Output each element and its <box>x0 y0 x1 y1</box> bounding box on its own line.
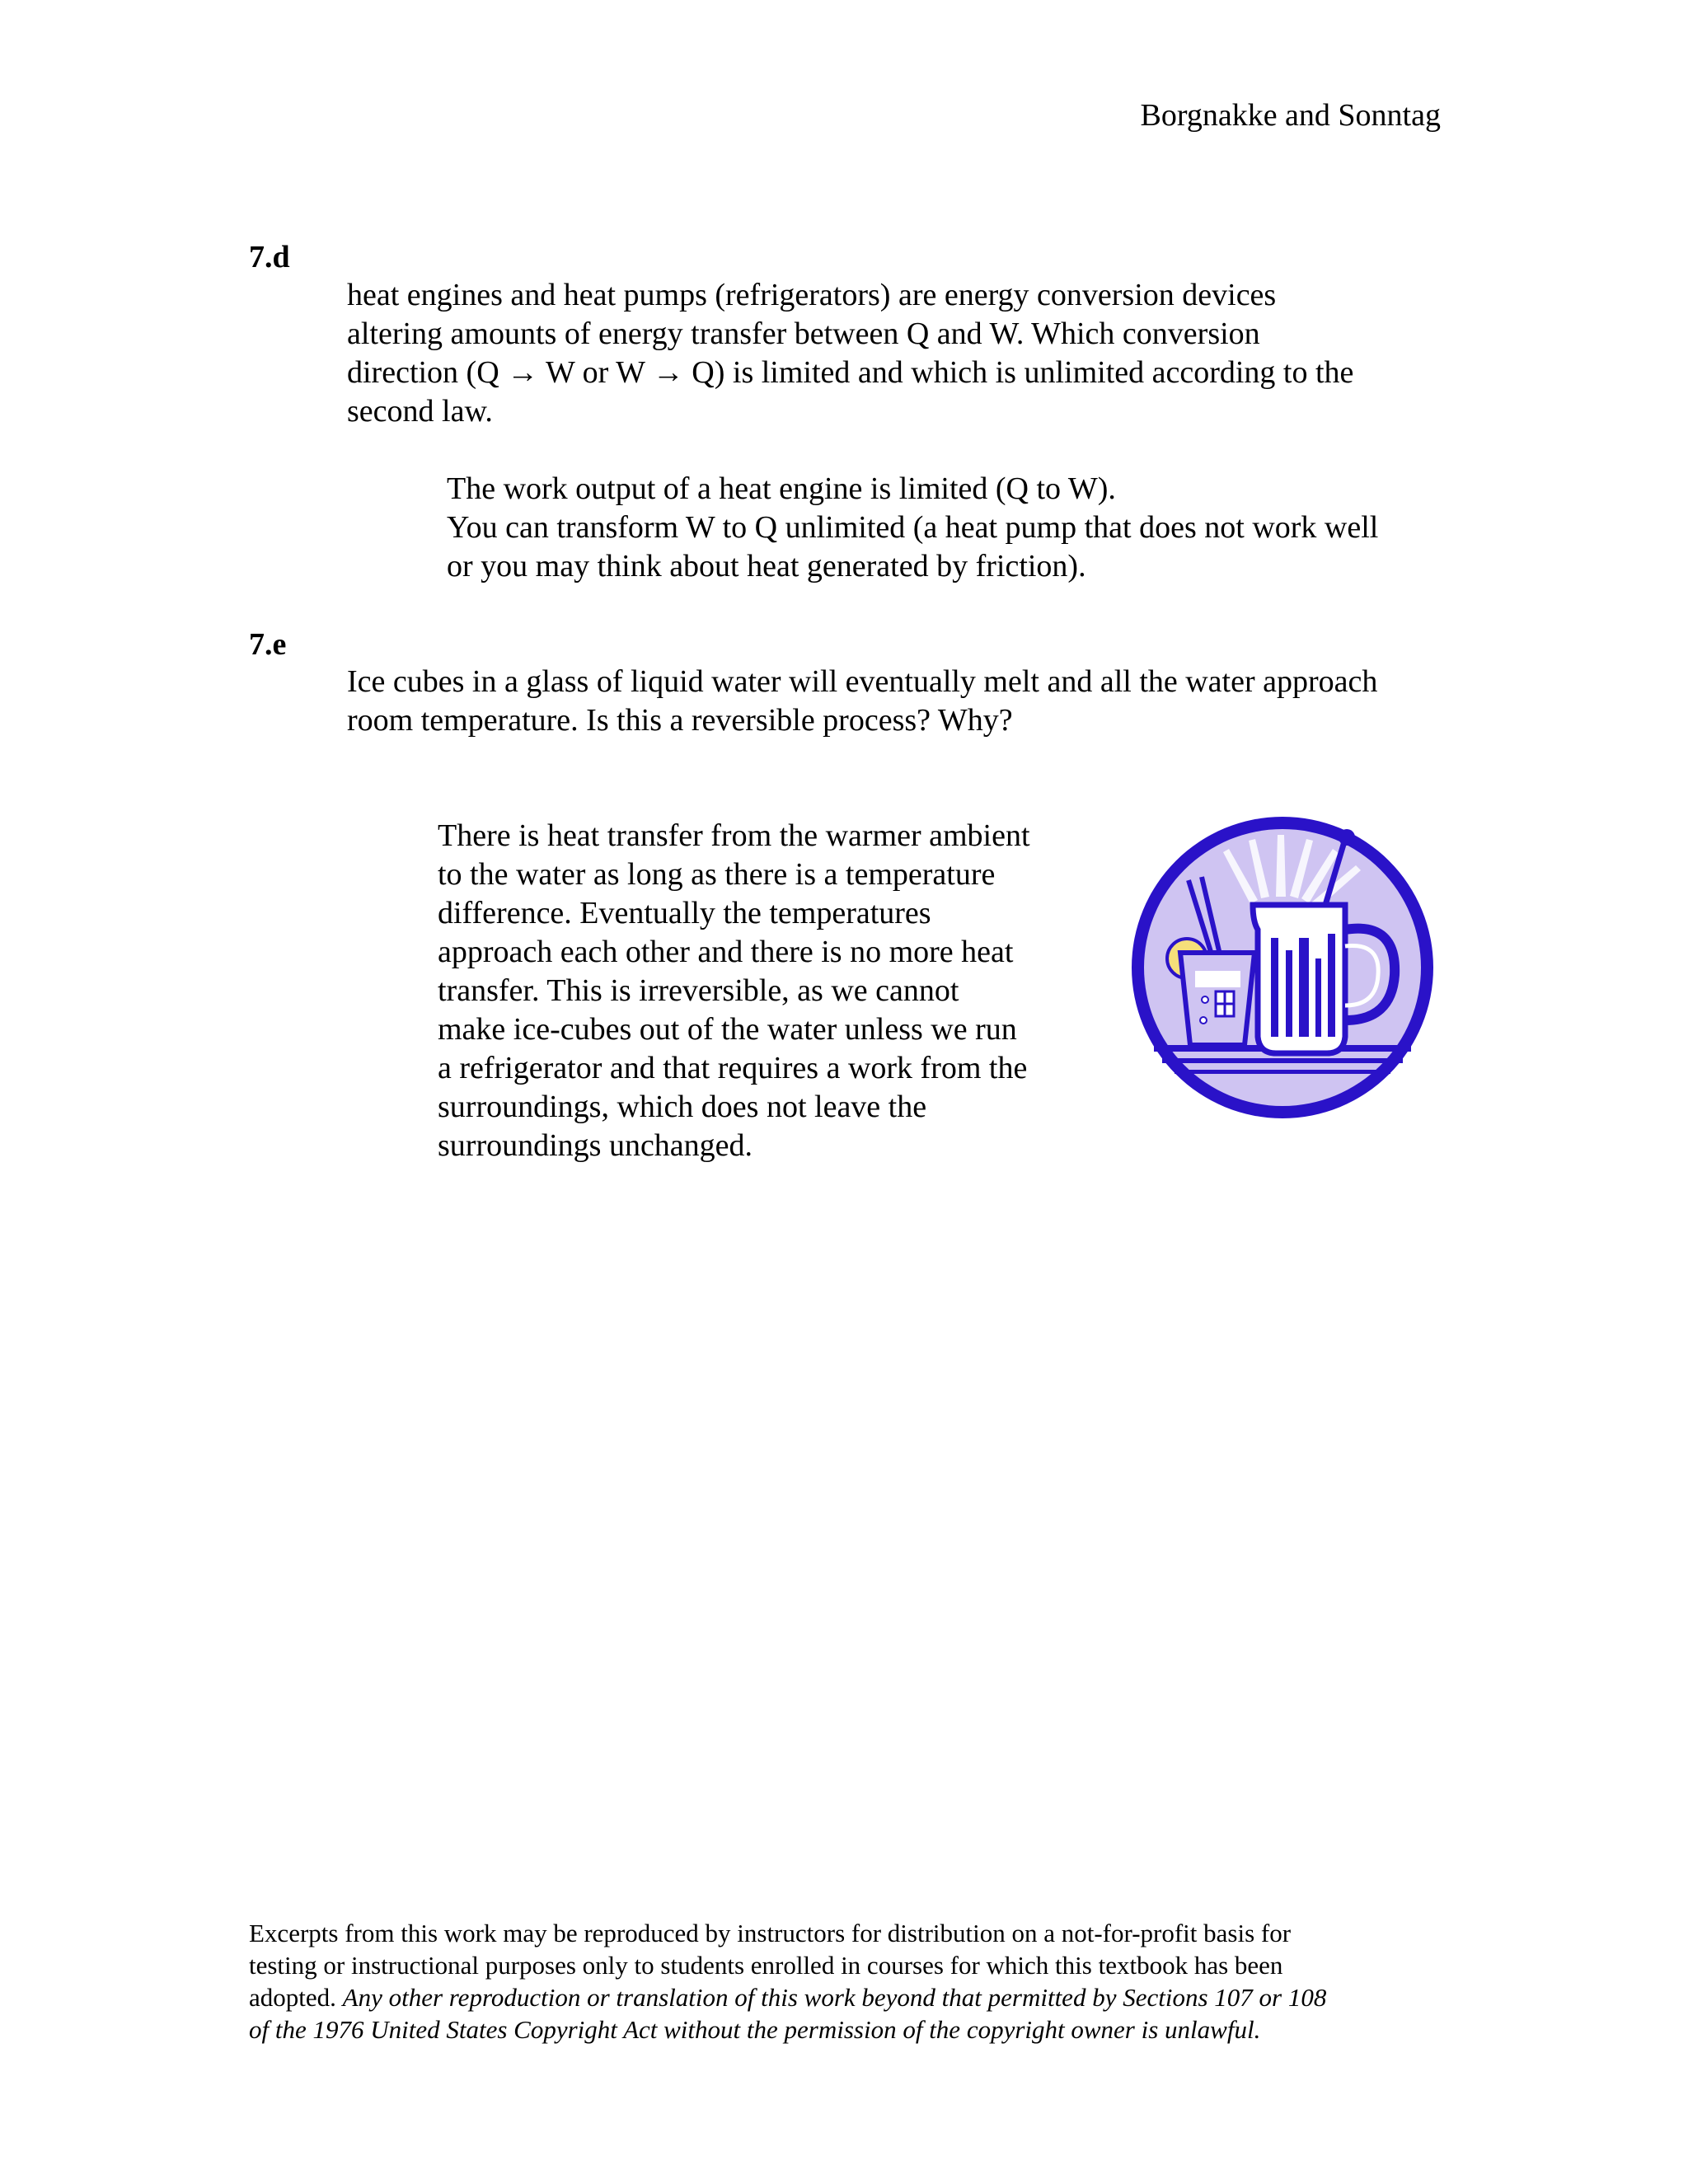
answer-7e-line: make ice-cubes out of the water unless we run <box>438 1012 1017 1047</box>
answer-7e-text <box>438 817 1030 1165</box>
question-7d-line: second law. <box>347 394 493 429</box>
question-7e-text <box>347 663 1377 740</box>
copyright-footer <box>249 1917 1485 2046</box>
question-7e-line: Ice cubes in a glass of liquid water will eventually melt and all the water approach <box>347 664 1378 699</box>
answer-7e-line: a refrigerator and that requires a work from the <box>438 1051 1028 1085</box>
question-7d-line: direction (Q → W or W → Q) is limited and which is unlimited according to the <box>347 355 1354 390</box>
question-number-7d: 7.d <box>249 240 290 274</box>
footer-line-4-italic: of the 1976 United States Copyright Act without the permission of the copyright owner is unlawful. <box>249 2015 1261 2044</box>
answer-7e-line: transfer. This is irreversible, as we cannot <box>438 973 959 1008</box>
question-7d-text <box>347 276 1353 431</box>
answer-7d-line: You can transform W to Q unlimited (a heat pump that does not work well <box>447 510 1379 545</box>
footer-line-3-italic: Any other reproduction or translation of this work beyond that permitted by Sections 107 or 108 <box>342 1983 1327 2012</box>
pitcher-and-glass-icon <box>1129 814 1436 1121</box>
footer-line-3-normal: adopted. <box>249 1983 343 2012</box>
page-header-authors: Borgnakke and Sonntag <box>1140 98 1441 133</box>
question-number-7e: 7.e <box>249 627 287 662</box>
answer-7e-line: to the water as long as there is a temperature <box>438 857 996 892</box>
question-7d-line: heat engines and heat pumps (refrigerators) are energy conversion devices <box>347 278 1277 312</box>
answer-7d-line: or you may think about heat generated by friction). <box>447 549 1086 583</box>
answer-7e-line: approach each other and there is no more heat <box>438 935 1014 969</box>
footer-line-3 <box>249 1981 1485 2013</box>
footer-line: Excerpts from this work may be reproduced by instructors for distribution on a not-for-profit basis for <box>249 1919 1292 1947</box>
answer-7e-line: difference. Eventually the temperatures <box>438 896 931 930</box>
answer-7e-line: surroundings unchanged. <box>438 1128 753 1163</box>
footer-line: testing or instructional purposes only to students enrolled in courses for which this textbook has been <box>249 1951 1283 1980</box>
answer-7d-line: The work output of a heat engine is limited (Q to W). <box>447 471 1116 506</box>
answer-7e-line: surroundings, which does not leave the <box>438 1090 927 1124</box>
question-7d-line: altering amounts of energy transfer between Q and W. Which conversion <box>347 316 1260 351</box>
answer-7e-line: There is heat transfer from the warmer ambient <box>438 818 1030 853</box>
question-7e-line: room temperature. Is this a reversible process? Why? <box>347 703 1013 738</box>
answer-7d-text <box>447 470 1378 586</box>
